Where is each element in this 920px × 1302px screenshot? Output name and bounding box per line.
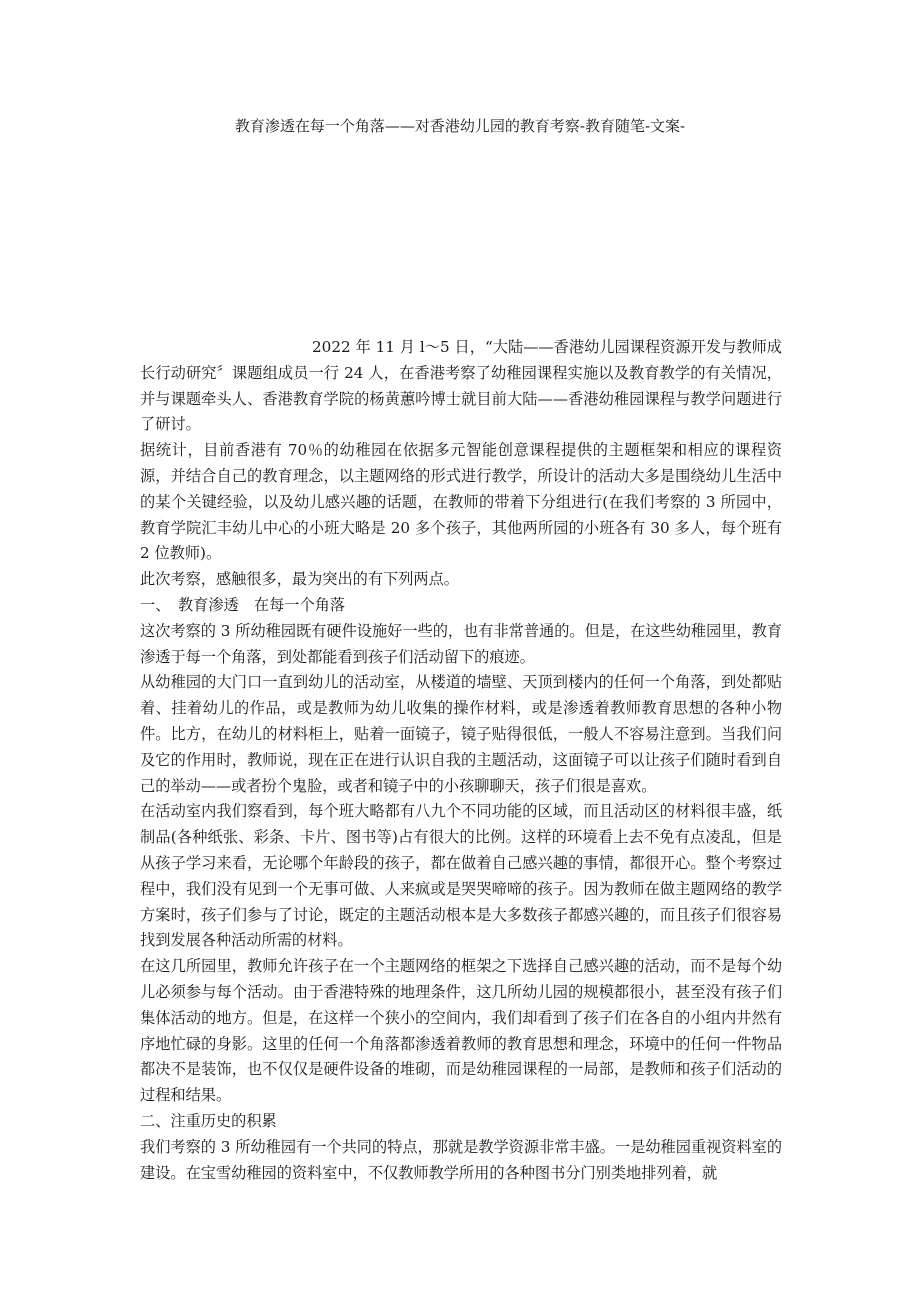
section-heading-2: 二、注重历史的积累 (140, 1111, 277, 1130)
paragraph: 这次考察的 3 所幼稚园既有硬件设施好一些的，也有非常普通的。但是，在这些幼稚园里，教育渗透于每一个角落，到处都能看到孩子们活动留下的痕迹。 (140, 621, 783, 666)
section-heading-1: 一、 教育渗透 在每一个角落 (140, 595, 346, 614)
paragraph: 从幼稚园的大门口一直到幼儿的活动室，从楼道的墙壁、天顶到楼内的任何一个角落，到处都贴着、挂着幼儿的作品，或是教师为幼儿收集的操作材料，或是渗透着教师教育思想的各种小物件。比方，在幼儿的材料柜上，贴着一面镜子，镜子贴得很低，一般人不容易注意到。当我们问及它的作用时，教师说，现在正在进行认识自我的主题活动，这面镜子可以让孩子们随时看到自己的举动——或者扮个鬼脸，或者和镜子中的小孩聊聊天，孩子们很是喜欢。 (140, 673, 782, 795)
paragraph-statistics: 据统计，目前香港有 70％的幼稚园在依据多元智能创意课程提供的主题框架和相应的课程资源，并结合自己的教育理念，以主题网络的形式进行教学，所设计的活动大多是围绕幼儿生活中的某个关键经验，以及幼儿感兴趣的话题，在教师的带着下分组进行(在我们考察的 3 所园中，教育学院汇丰幼儿中心的小班大略是 20 多个孩子，其他两所园的小班各有 30 多人，每个班有 2 位教师)。 (140, 441, 782, 563)
document-body (140, 335, 782, 1186)
paragraph: 我们考察的 3 所幼稚园有一个共同的特点，那就是教学资源非常丰盛。一是幼稚园重视资料室的建设。在宝雪幼稚园的资料室中，不仅教师教学所用的各种图书分门别类地排列着，就 (140, 1137, 783, 1182)
document-title: 教育渗透在每一个角落——对香港幼儿园的教育考察-教育随笔-文案- (234, 117, 686, 135)
paragraph: 在活动室内我们察看到，每个班大略都有八九个不同功能的区域，而且活动区的材料很丰盛，纸制品(各种纸张、彩条、卡片、图书等)占有很大的比例。这样的环境看上去不免有点凌乱，但是从孩子学习来看，无论哪个年龄段的孩子，都在做着自己感兴趣的事情，都很开心。整个考察过程中，我们没有见到一个无事可做、人来疯或是哭哭啼啼的孩子。因为教师在做主题网络的教学方案时，孩子们参与了讨论，既定的主题活动根本是大多数孩子都感兴趣的，而且孩子们很容易找到发展各种活动所需的材料。 (140, 802, 782, 950)
paragraph-intro: 2022 年 11 月 l～5 日，“大陆——香港幼儿园课程资源开发与教师成长行动研究〞课题组成员一行 24 人，在香港考察了幼稚园课程实施以及教育教学的有关情况，并与课题牵头人、香港教育学院的杨黄蕙吟博士就目前大陆——香港幼稚园课程与教学问题进行了研讨。 (140, 338, 782, 434)
paragraph: 在这几所园里，教师允许孩子在一个主题网络的框架之下选择自己感兴趣的活动，而不是每个幼儿必须参与每个活动。由于香港特殊的地理条件，这几所幼儿园的规模都很小，甚至没有孩子们集体活动的地方。但是，在这样一个狭小的空间内，我们却看到了孩子们在各自的小组内井然有序地忙碌的身影。这里的任何一个角落都渗透着教师的教育思想和理念，环境中的任何一件物品都决不是装饰，也不仅仅是硬件设备的堆砌，而是幼稚园课程的一局部，是教师和孩子们活动的过程和结果。 (140, 957, 782, 1105)
paragraph-summary: 此次考察，感触很多，最为突出的有下列两点。 (140, 570, 459, 589)
